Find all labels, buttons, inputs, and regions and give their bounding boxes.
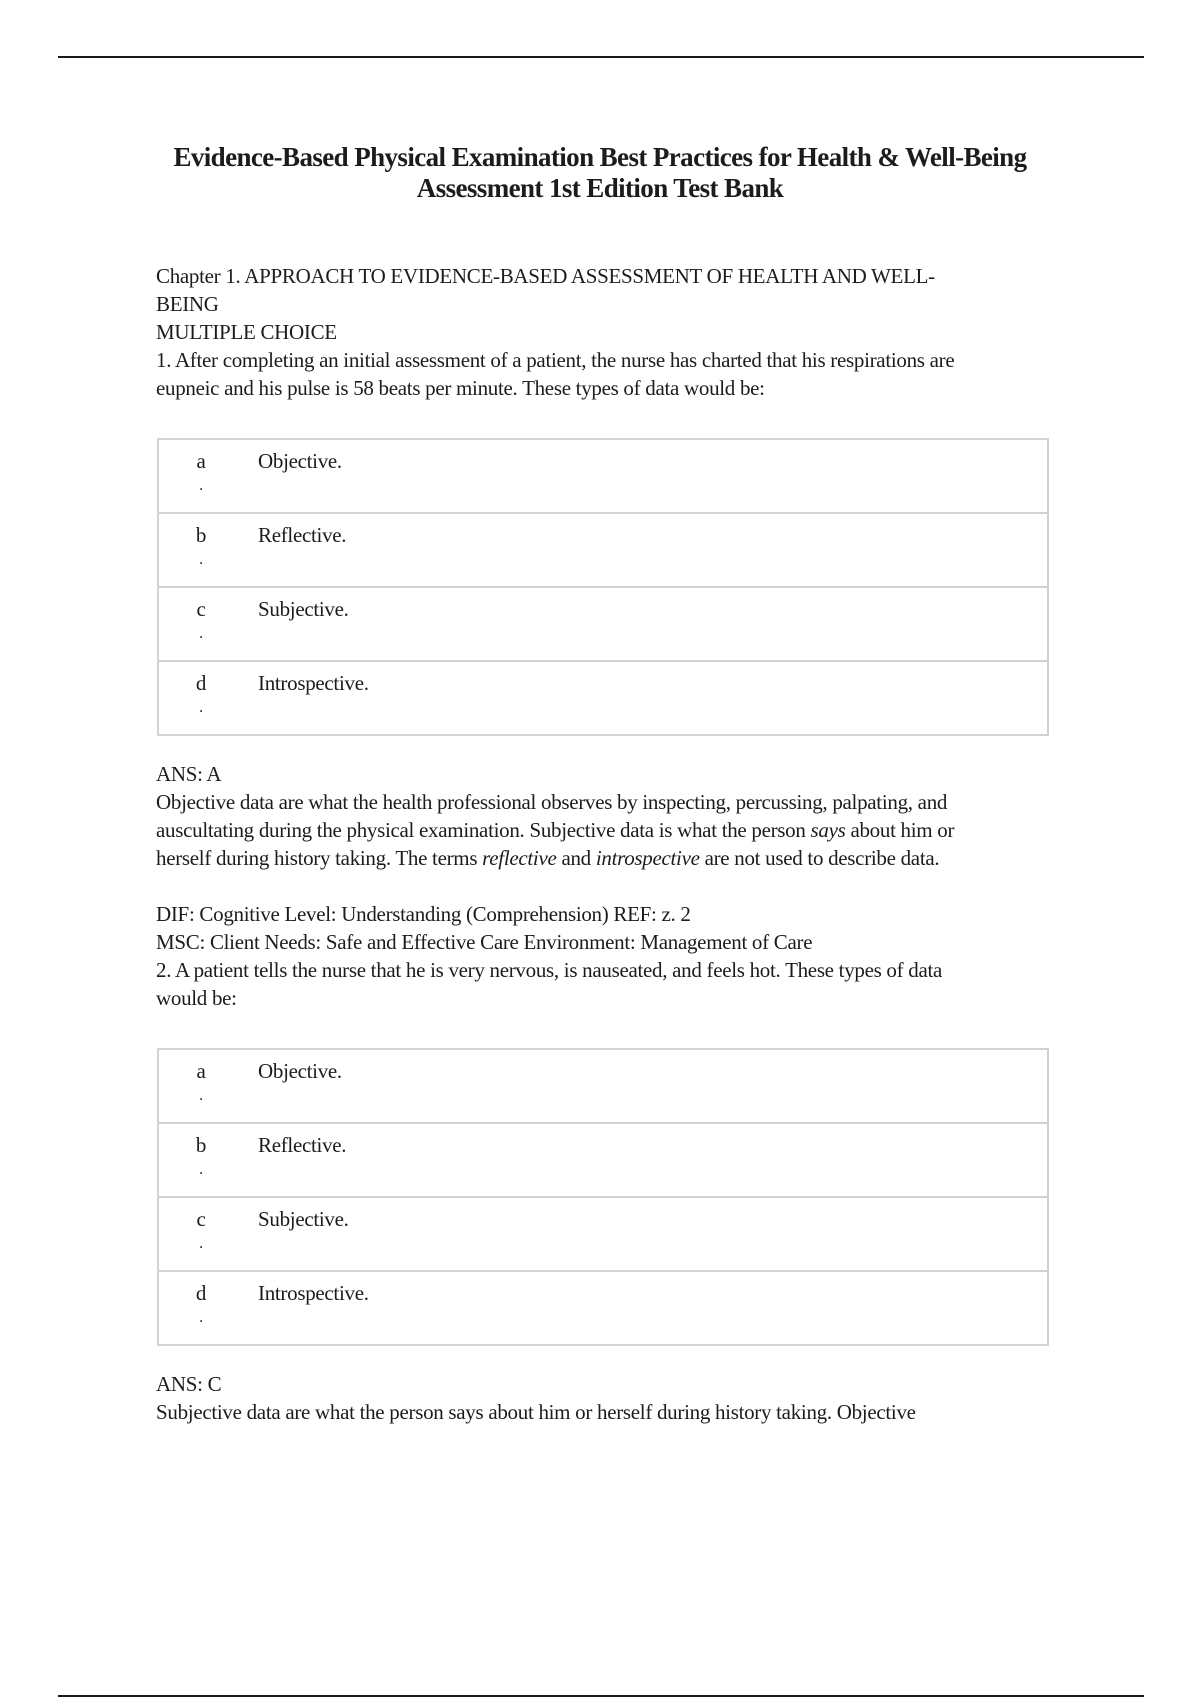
document-body: [156, 262, 1056, 1426]
option-row: [158, 1123, 1048, 1197]
answer-key: ANS: C: [156, 1372, 222, 1396]
question-1-options-table: [157, 438, 1049, 736]
option-text: Introspective.: [243, 661, 1048, 735]
option-letter: b .: [158, 1123, 243, 1197]
page-title: [100, 142, 1100, 204]
question-1-stem: [156, 346, 1056, 402]
question-1: [156, 346, 1056, 956]
chapter-heading-line-2: BEING: [156, 292, 219, 316]
question-2-stem: [156, 956, 1056, 1012]
client-needs-line: MSC: Client Needs: Safe and Effective Care Environment: Management of Care: [156, 930, 813, 954]
question-2-stem-line-1: 2. A patient tells the nurse that he is very nervous, is nauseated, and feels hot. These types of data: [156, 958, 943, 982]
option-text: Reflective.: [243, 513, 1048, 587]
option-letter: d .: [158, 1271, 243, 1345]
option-letter: c .: [158, 587, 243, 661]
option-row: [158, 1271, 1048, 1345]
top-rule: [58, 56, 1144, 58]
option-text: Objective.: [258, 449, 342, 473]
option-row: [158, 1049, 1048, 1123]
option-row: [158, 661, 1048, 735]
option-letter: a .: [196, 1059, 206, 1104]
question-2: [156, 956, 1056, 1426]
difficulty-line: DIF: Cognitive Level: Understanding (Comprehension) REF: z. 2: [156, 902, 691, 926]
question-1-stem-line-2: eupneic and his pulse is 58 beats per minute. These types of data would be:: [156, 376, 765, 400]
option-letter: a .: [196, 449, 206, 494]
option-row: [158, 1197, 1048, 1271]
option-text: Introspective.: [243, 1271, 1048, 1345]
question-1-answer-block: [156, 760, 1056, 872]
title-line-1: Evidence-Based Physical Examination Best Practices for Health & Well-Being: [173, 142, 1027, 172]
question-2-options-table: [157, 1048, 1049, 1346]
option-row: [158, 439, 1048, 513]
bottom-rule: [58, 1695, 1144, 1697]
question-2-stem-line-2: would be:: [156, 986, 237, 1010]
section-heading: MULTIPLE CHOICE: [156, 320, 337, 344]
question-1-stem-line-1: 1. After completing an initial assessment of a patient, the nurse has charted that his respirations are: [156, 348, 955, 372]
option-letter: c .: [158, 1197, 243, 1271]
option-letter: b .: [158, 513, 243, 587]
chapter-heading: [156, 262, 1056, 318]
rationale: Objective data are what the health professional observes by inspecting, percussing, palpating, and auscultating during the physical examination. Subjective data is what the person says about him or herself during history taking. The terms reflective and introspective are not used to describe data.: [156, 790, 955, 870]
option-text: Subjective.: [243, 587, 1048, 661]
option-text: Subjective.: [243, 1197, 1048, 1271]
rationale: Subjective data are what the person says about him or herself during history taking. Objective: [156, 1400, 916, 1424]
option-letter: d .: [158, 661, 243, 735]
question-2-answer-block: [156, 1370, 1056, 1426]
question-1-metadata: [156, 900, 1056, 956]
title-line-2: Assessment 1st Edition Test Bank: [416, 173, 784, 203]
answer-key: ANS: A: [156, 762, 222, 786]
option-row: [158, 587, 1048, 661]
chapter-heading-line-1: Chapter 1. APPROACH TO EVIDENCE-BASED ASSESSMENT OF HEALTH AND WELL-: [156, 264, 935, 288]
option-row: [158, 513, 1048, 587]
option-text: Objective.: [258, 1059, 342, 1083]
option-text: Reflective.: [243, 1123, 1048, 1197]
